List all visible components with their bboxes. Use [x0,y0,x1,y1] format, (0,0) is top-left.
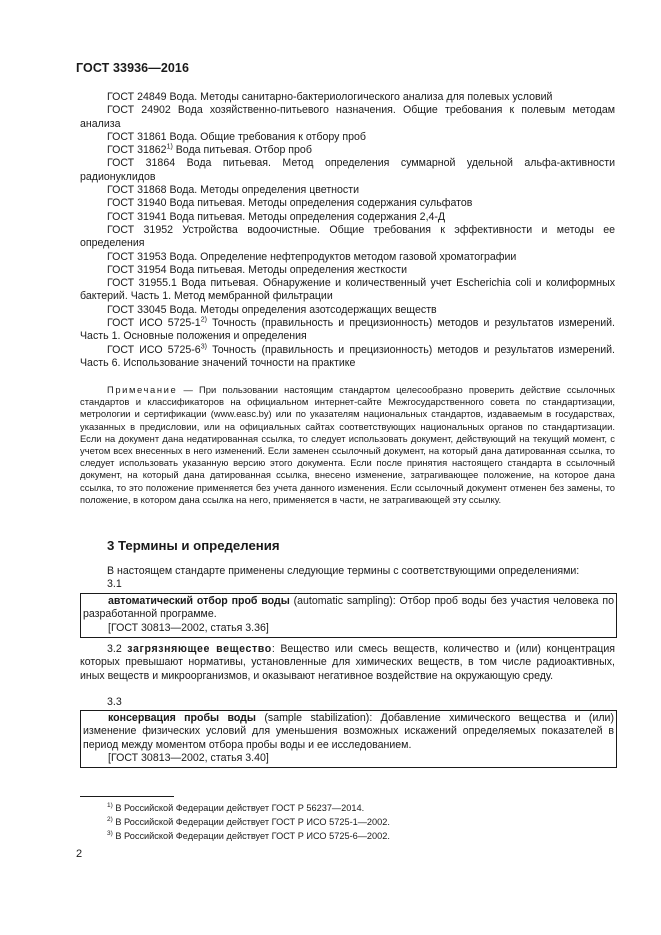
term-name: автоматический отбор проб воды [108,595,290,607]
footnotes [107,801,390,843]
reference-item: ГОСТ 31955.1 Вода питьевая. Обнаружение и количественный учет Escherichia coli и колиформных бактерий. Часть 1. Метод мембранной фильтрации [80,277,615,303]
note-text: — При пользовании настоящим стандартом целесообразно проверить действие ссылочных стандартов и классификаторов на официальном интернет-сайте Межгосударственного совета по стандартизации, метрологии и сертификации (www.easc.by) или по указателям национальных стандартов, издаваемым в государствах, указанных в предисловии, или на официальных сайтах соответствующих национальных органов по стандартизации. Если на документ дана недатированная ссылка, то следует использовать документ, действующий на текущий момент, с учетом всех внесенных в него изменений. Если заменен ссылочный документ, на который дана датированная ссылка, то следует использовать указанную версию этого документа. Если после принятия настоящего стандарта в ссылочный документ, на который дана датированная ссылка, внесено изменение, затрагивающее положение, на которое дана ссылка, то это положение применяется без учета данного изменения. Если ссылочный документ отменен без замены, то положение, в котором дана ссылка на него, применяется в части, не затрагивающей эту ссылку. [80,384,615,505]
reference-item: ГОСТ 31953 Вода. Определение нефтепродуктов методом газовой хроматографии [107,250,517,263]
reference-item: ГОСТ 31952 Устройства водоочистные. Общие требования к эффективности и методы ее определения [80,223,615,250]
reference-item: ГОСТ 31862$^{1)}$ Вода питьевая. Отбор проб [107,143,312,157]
term-name: загрязняющее вещество [127,643,272,655]
footnote: $^{3)}$ В Российской Федерации действует ГОСТ Р ИСО 5725-6—2002. [107,829,390,841]
reference-item: ГОСТ ИСО 5725-1$^{2)}$ Точность (правильность и прецизионность) методов и результатов измерений. Часть 1. Основные положения и определения [80,316,615,343]
reference-item: ГОСТ 24849 Вода. Методы санитарно-бактериологического анализа для полевых условий [107,91,553,103]
term-box-sample-stabilization [80,710,617,768]
normative-references-list [80,91,615,370]
standard-header: ГОСТ 33936—2016 [76,61,190,75]
term-definition: консервация пробы воды (sample stabilization): Добавление химического вещества и (или) изменение физических условий для уменьшения возможных искажений определяемых показателей в период между моментом отбора пробы воды и ее исследованием. [83,712,614,751]
footnote: $^{2)}$ В Российской Федерации действует ГОСТ Р ИСО 5725-1—2002. [107,815,390,827]
footnote-separator [80,796,174,797]
reference-item: ГОСТ 31864 Вода питьевая. Метод определения суммарной удельной альфа-активности радионуклидов [80,157,615,183]
reference-item: ГОСТ ИСО 5725-6$^{3)}$ Точность (правильность и прецизионность) методов и результатов измерений. Часть 6. Использование значений точности на практике [80,343,615,369]
reference-item: ГОСТ 24902 Вода хозяйственно-питьевого назначения. Общие требования к полевым методам анализа [80,104,615,130]
note-label: Примечание [107,384,178,395]
term-definition-pollutant: 3.2 загрязняющее вещество: Вещество или смесь веществ, количество и (или) концентрация которых превышают нормативы, установленные для химических веществ, в том числе радиоактивных, иных веществ и микроорганизмов, и оказывают негативное воздействие на окружающую среду. [80,643,616,682]
reference-item: ГОСТ 31954 Вода питьевая. Методы определения жесткости [107,263,408,276]
term-number: 3.1 [107,578,122,591]
term-name: консервация пробы воды [108,712,256,724]
footnote-mark: 2) [200,316,207,324]
reference-item: ГОСТ 31941 Вода питьевая. Методы определения содержания 2,4-Д [107,210,446,223]
footnote-mark: 1) [166,143,173,151]
page-number: 2 [76,848,83,860]
footnote: $^{1)}$ В Российской Федерации действует ГОСТ Р 56237—2014. [107,801,365,813]
section-title: 3 Термины и определения [107,538,280,553]
intro-text: В настоящем стандарте применены следующие термины с соответствующими определениями: [107,565,580,577]
section-intro [80,565,615,592]
term-box-automatic-sampling [80,593,617,638]
reference-item: ГОСТ 31861 Вода. Общие требования к отбору проб [107,130,366,143]
reference-item: ГОСТ 33045 Вода. Методы определения азотсодержащих веществ [107,303,437,316]
footnote-mark: 3) [200,343,207,351]
note-paragraph [80,384,615,506]
term-source: [ГОСТ 30813—2002, статья 3.36] [108,621,269,634]
reference-item: ГОСТ 31868 Вода. Методы определения цветности [107,184,359,197]
term-definition: автоматический отбор проб воды (automatic sampling): Отбор проб воды без участия человека по разработанной программе. [83,595,614,621]
term-number: 3.2 [107,643,122,655]
term-number: 3.3 [107,696,122,708]
term-source: [ГОСТ 30813—2002, статья 3.40] [108,751,269,764]
reference-item: ГОСТ 31940 Вода питьевая. Методы определения содержания сульфатов [107,197,473,210]
